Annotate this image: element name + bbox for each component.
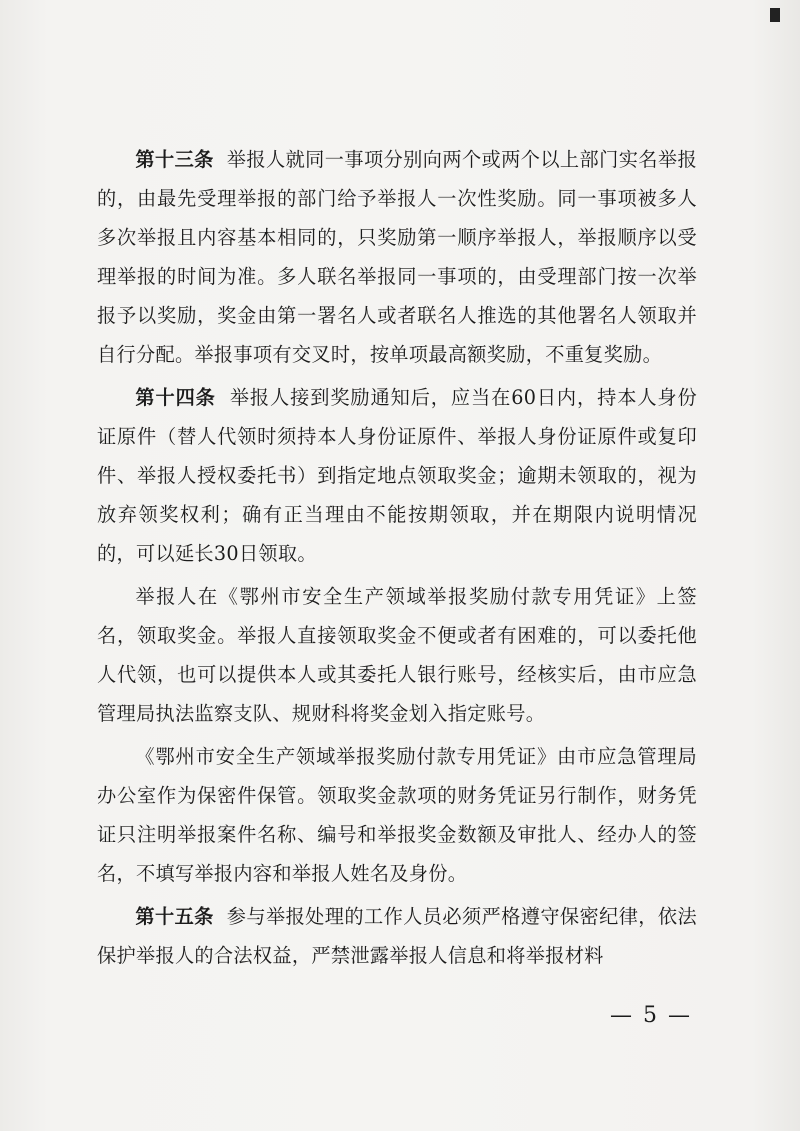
- paragraph-text: 参与举报处理的工作人员必须严格遵守保密纪律，依法保护举报人的合法权益，严禁泄露举报人信息和将举报材料: [97, 905, 697, 967]
- paragraph-voucher: [97, 737, 697, 893]
- paragraph-text: 《鄂州市安全生产领域举报奖励付款专用凭证》由市应急管理局办公室作为保密件保管。领取奖金款项的财务凭证另行制作，财务凭证只注明举报案件名称、编号和举报奖金数额及审批人、经办人的签名，不填写举报内容和举报人姓名及身份。: [97, 745, 697, 885]
- paragraph-signature: [97, 577, 697, 733]
- article-title: 第十三条: [135, 148, 214, 171]
- paragraph-text: 举报人在《鄂州市安全生产领域举报奖励付款专用凭证》上签名，领取奖金。举报人直接领取奖金不便或者有困难的，可以委托他人代领，也可以提供本人或其委托人银行账号，经核实后，由市应急管理局执法监察支队、规财科将奖金划入指定账号。: [97, 585, 697, 725]
- page-number: — 5 —: [610, 1003, 692, 1028]
- article-title: 第十四条: [135, 386, 216, 409]
- paragraph-article-15: [97, 897, 697, 975]
- corner-mark: [770, 8, 780, 22]
- article-title: 第十五条: [135, 905, 214, 928]
- paragraph-text: 举报人就同一事项分别向两个或两个以上部门实名举报的，由最先受理举报的部门给予举报人一次性奖励。同一事项被多人多次举报且内容基本相同的，只奖励第一顺序举报人，举报顺序以受理举报的时间为准。多人联名举报同一事项的，由受理部门按一次举报予以奖励，奖金由第一署名人或者联名人推选的其他署名人领取并自行分配。举报事项有交叉时，按单项最高额奖励，不重复奖励。: [97, 148, 697, 366]
- paragraph-article-14: [97, 378, 697, 573]
- document-body: [97, 140, 697, 979]
- paragraph-article-13: [97, 140, 697, 374]
- paragraph-text: 举报人接到奖励通知后，应当在60日内，持本人身份证原件（替人代领时须持本人身份证原件、举报人身份证原件或复印件、举报人授权委托书）到指定地点领取奖金；逾期未领取的，视为放弃领奖权利；确有正当理由不能按期领取，并在期限内说明情况的，可以延长30日领取。: [97, 386, 697, 565]
